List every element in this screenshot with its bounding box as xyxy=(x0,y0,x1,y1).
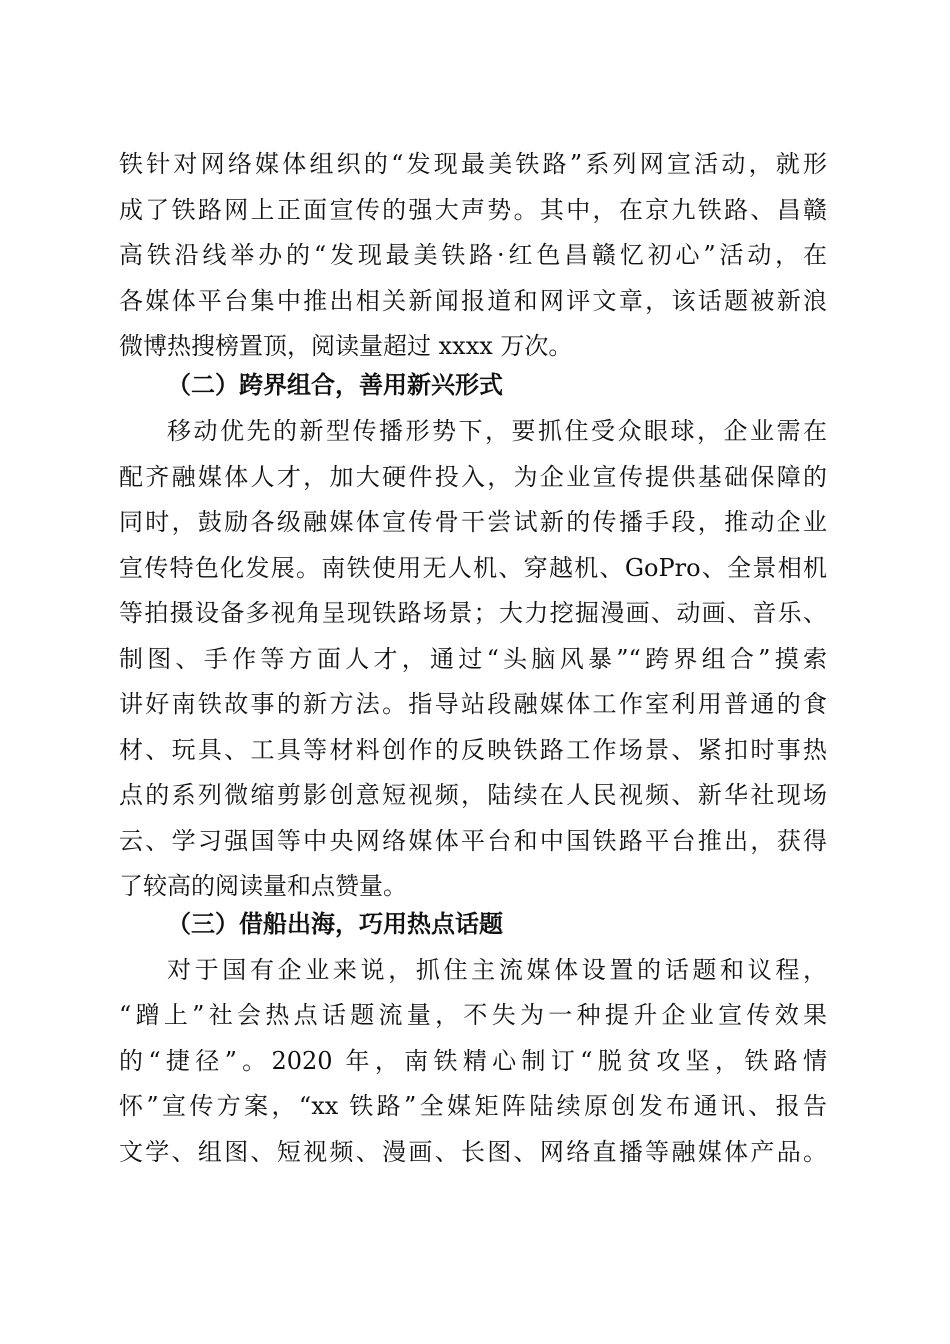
paragraph-line: 同时，鼓励各级融媒体宣传骨干尝试新的传播手段，推动企业 xyxy=(119,508,827,536)
paragraph-line: 各媒体平台集中推出相关新闻报道和网评文章，该话题被新浪 xyxy=(119,287,827,315)
paragraph-line: 等拍摄设备多视角呈现铁路场景；大力挖掘漫画、动画、音乐、 xyxy=(119,599,827,627)
paragraph-line: 讲好南铁故事的新方法。指导站段融媒体工作室利用普通的食 xyxy=(119,690,827,718)
paragraph-line: 成了铁路网上正面宣传的强大声势。其中，在京九铁路、昌赣 xyxy=(119,196,827,224)
paragraph-line: 高铁沿线举办的“发现最美铁路·红色昌赣忆初心”活动，在 xyxy=(119,241,827,269)
section-heading: （二）跨界组合，善用新兴形式 xyxy=(167,371,503,399)
section-heading: （三）借船出海，巧用热点话题 xyxy=(167,910,503,938)
paragraph-line: 对于国有企业来说，抓住主流媒体设置的话题和议程， xyxy=(167,956,827,984)
paragraph-line: 了较高的阅读量和点赞量。 xyxy=(119,872,407,900)
paragraph-line: “蹭上”社会热点话题流量，不失为一种提升企业宣传效果 xyxy=(119,1001,827,1029)
paragraph-line: 铁针对网络媒体组织的“发现最美铁路”系列网宣活动，就形 xyxy=(119,150,827,178)
paragraph-line: 制图、手作等方面人才，通过“头脑风暴”“跨界组合”摸索 xyxy=(119,645,827,673)
paragraph-line: 材、玩具、工具等材料创作的反映铁路工作场景、紧扣时事热 xyxy=(119,736,827,764)
paragraph-line: 微博热搜榜置顶，阅读量超过 xxxx 万次。 xyxy=(119,332,573,360)
paragraph-line: 移动优先的新型传播形势下，要抓住受众眼球，企业需在 xyxy=(167,417,827,445)
paragraph-line: 点的系列微缩剪影创意短视频，陆续在人民视频、新华社现场 xyxy=(119,781,827,809)
paragraph-line: 云、学习强国等中央网络媒体平台和中国铁路平台推出，获得 xyxy=(119,827,827,855)
paragraph-line: 宣传特色化发展。南铁使用无人机、穿越机、GoPro、全景相机 xyxy=(119,554,827,582)
paragraph-line: 的“捷径”。2020 年，南铁精心制订“脱贫攻坚，铁路情 xyxy=(119,1047,827,1075)
paragraph-line: 配齐融媒体人才，加大硬件投入，为企业宣传提供基础保障的 xyxy=(119,463,827,491)
paragraph-line: 文学、组图、短视频、漫画、长图、网络直播等融媒体产品。 xyxy=(119,1138,827,1166)
paragraph-line: 怀”宣传方案，“xx 铁路”全媒矩阵陆续原创发布通讯、报告 xyxy=(119,1092,827,1120)
